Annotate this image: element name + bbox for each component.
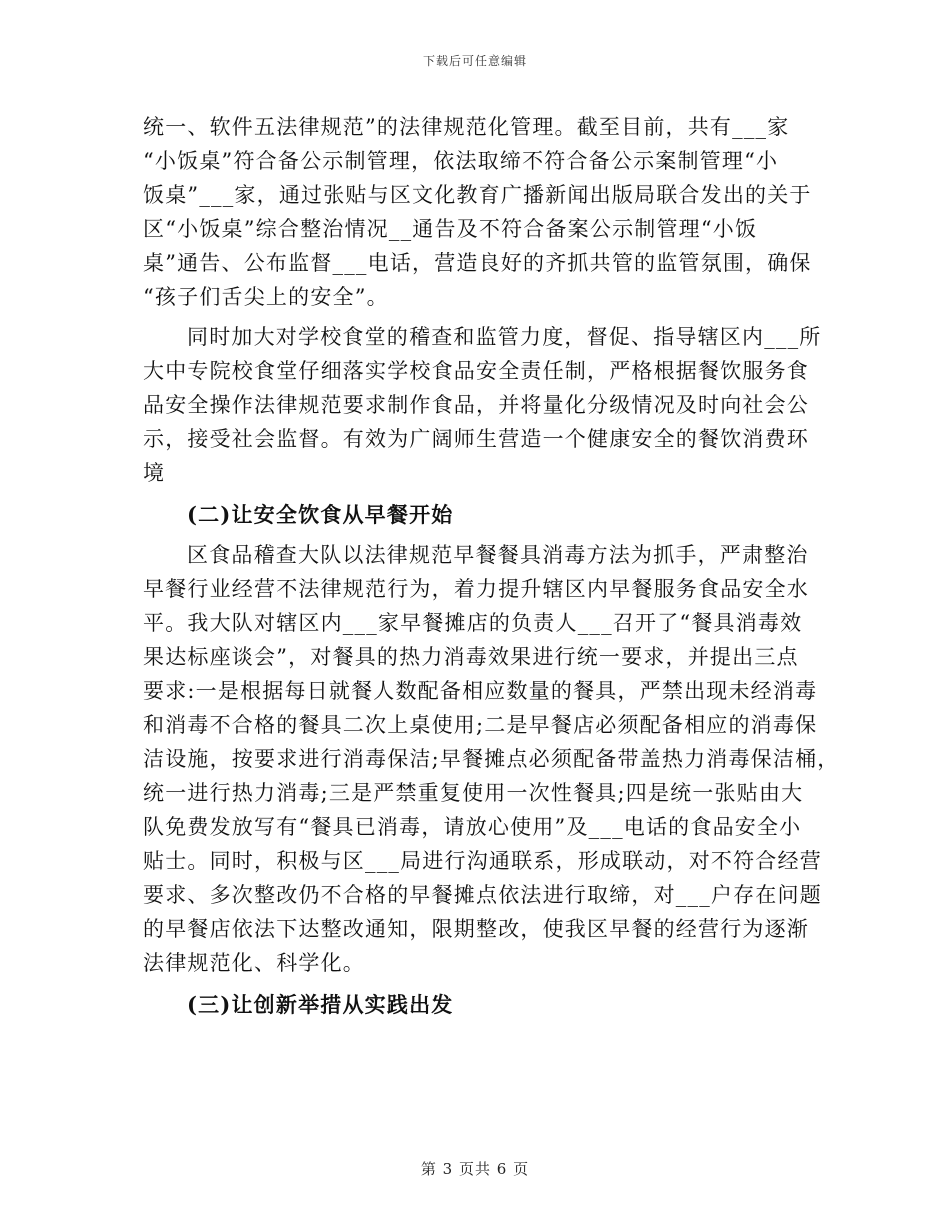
text-line: 早餐行业经营不法律规范行为，着力提升辖区内早餐服务食品安全水: [143, 577, 809, 601]
text-line: 桌”通告、公布监督___电话，营造良好的齐抓共管的监管氛围，确保: [143, 251, 812, 275]
text-line: 和消毒不合格的餐具二次上桌使用;二是早餐店必须配备相应的消毒保: [143, 713, 818, 737]
text-line: 示，接受社会监督。有效为广阔师生营造一个健康安全的餐饮消费环: [143, 427, 809, 451]
paragraph-breakfast: [143, 538, 840, 980]
text-line: 的早餐店依法下达整改通知，限期整改，使我区早餐的经营行为逐渐: [143, 917, 809, 941]
document-body: [143, 110, 840, 1022]
text-line: 法律规范化、科学化。: [143, 951, 365, 975]
text-line: 境: [143, 461, 166, 485]
text-line: 品安全操作法律规范要求制作食品，并将量化分级情况及时向社会公: [143, 393, 809, 417]
paragraph-school-canteen: [143, 320, 822, 490]
text-line: “小饭桌”符合备公示制管理，依法取缔不符合备公示案制管理“小: [143, 149, 779, 173]
page-number-footer: 第 3 页共 6 页: [420, 1160, 530, 1178]
text-line: 队免费发放写有“餐具已消毒，请放心使用”及___电话的食品安全小: [143, 815, 802, 839]
text-line: 饭桌”___家，通过张贴与区文化教育广播新闻出版局联合发出的关于: [143, 183, 812, 207]
section-heading-breakfast: (二)让安全饮食从早餐开始: [187, 502, 454, 527]
text-line: 区“小饭桌”综合整治情况__通告及不符合备案公示制管理“小饭: [143, 217, 758, 241]
paragraph-xiaofanzhuo: [143, 110, 815, 314]
text-line: 大中专院校食堂仔细落实学校食品安全责任制，严格根据餐饮服务食: [143, 359, 809, 383]
text-line: 贴士。同时，积极与区___局进行沟通联系，形成联动，对不符合经营: [143, 849, 822, 873]
text-line: 果达标座谈会”，对餐具的热力消毒效果进行统一要求，并提出三点: [143, 645, 799, 669]
page-header: 下载后可任意编辑: [422, 54, 527, 68]
text-line: “孩子们舌尖上的安全”。: [143, 285, 389, 309]
text-line: 同时加大对学校食堂的稽查和监管力度，督促、指导辖区内___所: [187, 325, 822, 349]
text-line: 区食品稽查大队以法律规范早餐餐具消毒方法为抓手，严肃整治: [187, 543, 809, 567]
text-line: 要求、多次整改仍不合格的早餐摊点依法进行取缔，对___户存在问题: [143, 883, 822, 907]
text-line: 平。我大队对辖区内___家早餐摊店的负责人___召开了“餐具消毒效: [143, 611, 803, 635]
text-line: 统一进行热力消毒;三是严禁重复使用一次性餐具;四是统一张贴由大: [143, 781, 804, 805]
text-line: 要求:一是根据每日就餐人数配备相应数量的餐具，严禁出现未经消毒: [143, 679, 818, 703]
text-line: 统一、软件五法律规范”的法律规范化管理。截至目前，共有___家: [143, 115, 790, 139]
section-heading-innovation: (三)让创新举措从实践出发: [187, 992, 454, 1017]
text-line: 洁设施，按要求进行消毒保洁;早餐摊点必须配备带盖热力消毒保洁桶，: [143, 747, 840, 771]
